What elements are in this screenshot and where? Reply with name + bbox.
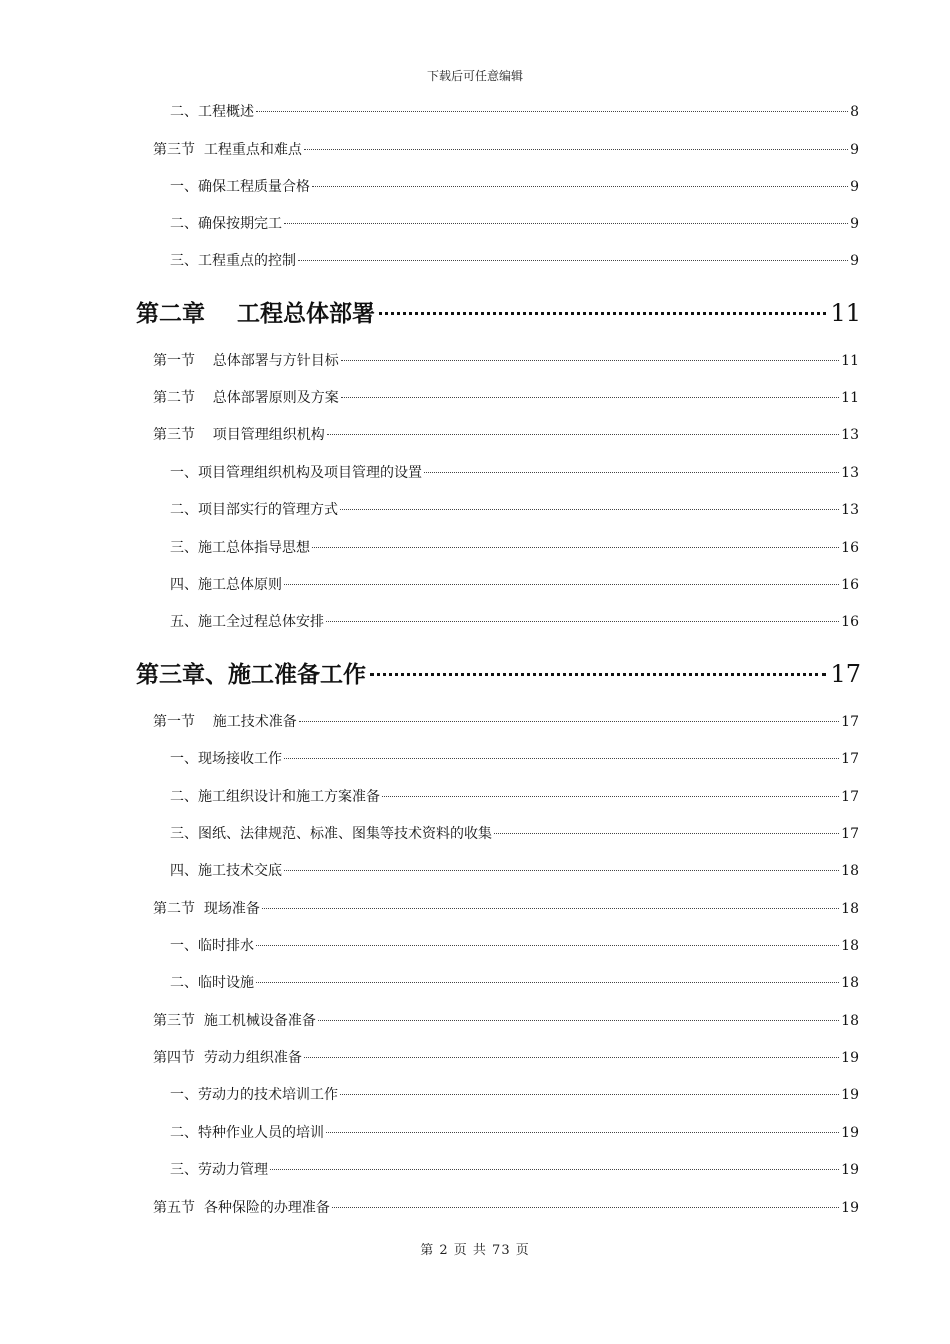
toc-entry-page: 17 [841,826,859,842]
dot-leader [312,547,839,548]
toc-entry[interactable] [170,823,859,845]
toc-entry[interactable] [153,898,859,920]
dot-leader [340,1094,839,1095]
toc-entry-page: 9 [850,179,859,195]
toc-entry-page: 18 [841,1013,859,1029]
toc-entry-label: 第三节 施工机械设备准备 [153,1013,316,1029]
toc-chapter-entry[interactable] [136,656,861,690]
dot-leader [284,870,839,871]
toc-entry-page: 13 [841,502,859,518]
toc-entry[interactable] [170,611,859,633]
toc-entry[interactable] [153,1197,859,1219]
toc-entry-label: 二、工程概述 [170,104,254,120]
dot-leader [270,1169,839,1170]
dot-leader [256,111,848,112]
dot-leader [332,1207,839,1208]
toc-entry-label: 一、临时排水 [170,938,254,954]
toc-entry[interactable] [170,176,859,198]
toc-entry-page: 19 [841,1200,859,1216]
toc-entry-label: 第二节 现场准备 [153,901,260,917]
toc-entry-page: 18 [841,901,859,917]
toc-entry[interactable] [170,860,859,882]
dot-leader [494,833,839,834]
toc-chapter-page: 17 [830,660,861,688]
toc-entry-page: 17 [841,751,859,767]
dot-leader [312,186,848,187]
toc-entry[interactable] [170,1084,859,1106]
toc-entry-page: 9 [850,216,859,232]
toc-entry[interactable] [153,139,859,161]
dot-leader [284,584,839,585]
toc-entry[interactable] [153,1010,859,1032]
toc-entry[interactable] [153,350,859,372]
toc-entry-label: 三、劳动力管理 [170,1162,268,1178]
dot-leader [318,1020,839,1021]
toc-entry-label: 一、现场接收工作 [170,751,282,767]
toc-entry-label: 第三节 项目管理组织机构 [153,427,325,443]
dot-leader [370,673,826,676]
toc-entry-label: 第一节 施工技术准备 [153,714,297,730]
toc-entry-page: 16 [841,614,859,630]
dot-leader [341,360,839,361]
toc-entry-label: 第三节 工程重点和难点 [153,142,302,158]
toc-entry-label: 二、特种作业人员的培训 [170,1125,324,1141]
dot-leader [304,1057,839,1058]
toc-entry[interactable] [153,711,859,733]
toc-entry[interactable] [153,1047,859,1069]
toc-entry-page: 11 [841,390,859,406]
dot-leader [326,621,839,622]
dot-leader [284,758,839,759]
toc-entry-label: 第四节 劳动力组织准备 [153,1050,302,1066]
toc-entry-page: 16 [841,577,859,593]
toc-entry-label: 第一节 总体部署与方针目标 [153,353,339,369]
toc-entry-page: 19 [841,1050,859,1066]
toc-entry[interactable] [170,574,859,596]
toc-entry-label: 一、劳动力的技术培训工作 [170,1087,338,1103]
toc-entry-page: 17 [841,714,859,730]
toc-entry-label: 一、确保工程质量合格 [170,179,310,195]
dot-leader [327,434,839,435]
toc-entry-page: 13 [841,465,859,481]
dot-leader [256,945,839,946]
toc-entry-page: 18 [841,975,859,991]
dot-leader [256,982,839,983]
toc-entry[interactable] [170,499,859,521]
toc-entry-label: 一、项目管理组织机构及项目管理的设置 [170,465,422,481]
toc-chapter-page: 11 [830,299,861,327]
toc-entry-label: 三、图纸、法律规范、标准、图集等技术资料的收集 [170,826,492,842]
page-header: 下载后可任意编辑 [426,69,523,83]
toc-entry[interactable] [170,1159,859,1181]
dot-leader [299,721,839,722]
toc-entry[interactable] [170,250,859,272]
toc-entry[interactable] [170,748,859,770]
toc-entry-page: 19 [841,1087,859,1103]
toc-entry[interactable] [170,972,859,994]
toc-entry-label: 三、施工总体指导思想 [170,540,310,556]
dot-leader [424,472,839,473]
dot-leader [341,397,839,398]
toc-entry[interactable] [170,213,859,235]
toc-entry-label: 三、工程重点的控制 [170,253,296,269]
toc-entry[interactable] [170,786,859,808]
toc-entry-label: 四、施工总体原则 [170,577,282,593]
toc-entry-label: 二、临时设施 [170,975,254,991]
toc-entry[interactable] [170,537,859,559]
toc-entry-page: 18 [841,863,859,879]
toc-entry[interactable] [153,424,859,446]
toc-entry-page: 19 [841,1125,859,1141]
toc-entry-label: 五、施工全过程总体安排 [170,614,324,630]
toc-entry-page: 11 [841,353,859,369]
toc-entry-page: 19 [841,1162,859,1178]
toc-entry-label: 第五节 各种保险的办理准备 [153,1200,330,1216]
toc-entry-label: 二、项目部实行的管理方式 [170,502,338,518]
toc-chapter-entry[interactable] [136,295,861,329]
toc-entry-label: 四、施工技术交底 [170,863,282,879]
toc-entry-label: 二、确保按期完工 [170,216,282,232]
toc-entry[interactable] [170,101,859,123]
toc-chapter-label: 第三章、施工准备工作 [136,661,366,688]
dot-leader [326,1132,839,1133]
dot-leader [340,509,839,510]
toc-entry[interactable] [153,387,859,409]
toc-entry-page: 16 [841,540,859,556]
toc-entry-page: 18 [841,938,859,954]
toc-entry-page: 17 [841,789,859,805]
toc-entry-page: 9 [850,253,859,269]
toc-entry-label: 二、施工组织设计和施工方案准备 [170,789,380,805]
page-footer: 第 2 页 共 73 页 [420,1243,530,1258]
toc-entry[interactable] [170,935,859,957]
dot-leader [284,223,848,224]
dot-leader [298,260,848,261]
dot-leader [382,796,839,797]
toc-entry-page: 8 [850,104,859,120]
dot-leader [379,312,826,315]
dot-leader [304,149,848,150]
toc-chapter-label: 第二章 工程总体部署 [136,300,376,327]
toc-entry-page: 9 [850,142,859,158]
toc-entry-label: 第二节 总体部署原则及方案 [153,390,339,406]
toc-entry[interactable] [170,1122,859,1144]
dot-leader [262,908,839,909]
toc-entry-page: 13 [841,427,859,443]
toc-entry[interactable] [170,462,859,484]
